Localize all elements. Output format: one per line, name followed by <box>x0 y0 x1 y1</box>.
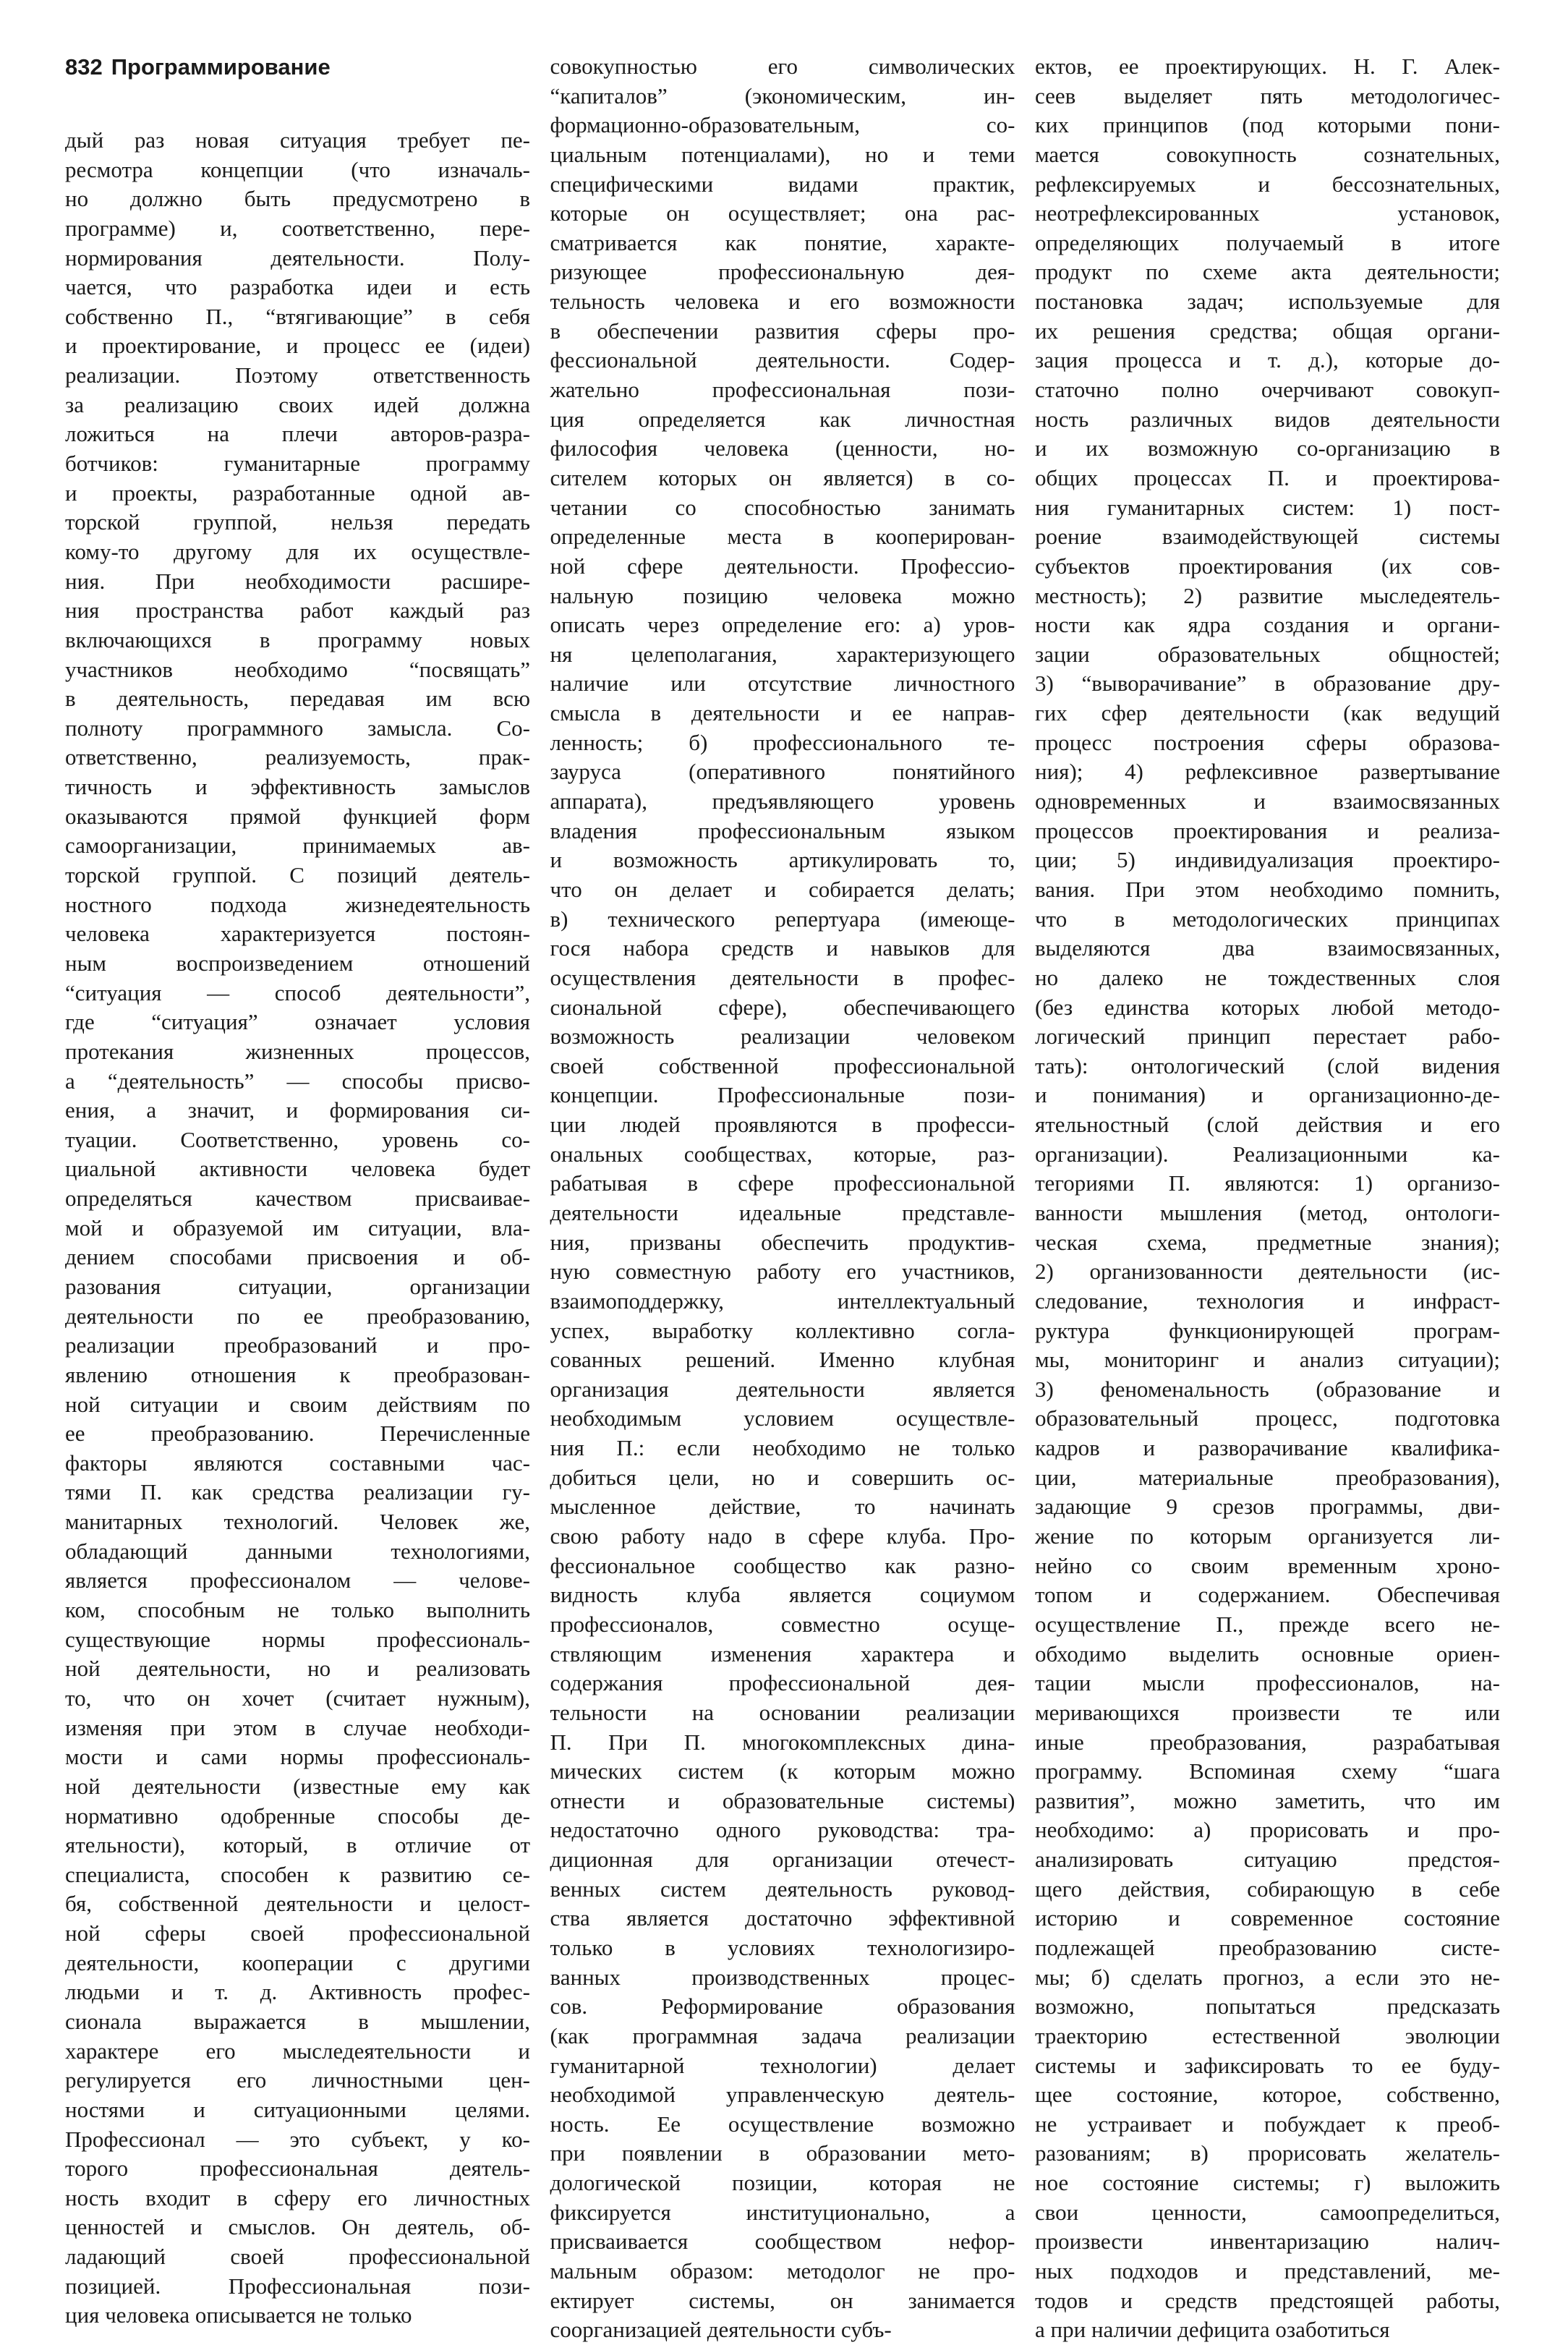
text-line: кому-то другому для их осуществле- <box>65 538 530 564</box>
text-line: (как программная задача реализации <box>550 2022 1015 2048</box>
text-line: жение по которым организуется ли- <box>1035 1523 1500 1549</box>
text-line: отнести и образовательные системы) <box>550 1787 1015 1813</box>
text-line: ция определяется как личностная <box>550 406 1015 432</box>
text-line: кадров и разворачивание квалифика- <box>1035 1435 1500 1461</box>
text-line: наличие или отсутствие личностного <box>550 671 1015 697</box>
text-line: программу. Вспоминая схему “шага <box>1035 1758 1500 1784</box>
text-line: осуществление П., прежде всего не- <box>1035 1611 1500 1637</box>
text-line: и проекты, разработанные одной ав- <box>65 480 530 506</box>
text-line: нейно со своим временным хроно- <box>1035 1552 1500 1578</box>
text-line: гуманитарной технологии) делает <box>550 2052 1015 2078</box>
text-line: необходимо: а) прорисовать и про- <box>1035 1817 1500 1843</box>
text-line: ным воспроизведением отношений <box>65 950 530 976</box>
text-line: ную совместную работу его участников, <box>550 1259 1015 1285</box>
text-line: в) технического репертуара (имеюще- <box>550 906 1015 932</box>
text-line: тельность человека и его возможности <box>550 289 1015 315</box>
text-line: мой и образуемой им ситуации, вла- <box>65 1214 530 1240</box>
text-line: чается, что разработка идеи и есть <box>65 274 530 300</box>
text-line: ческая схема, предметные знания); <box>1035 1229 1500 1255</box>
text-line: жательно профессиональная пози- <box>550 377 1015 403</box>
text-line: сматривается как понятие, характе- <box>550 229 1015 255</box>
text-line: ресмотра концепции (что изначаль- <box>65 156 530 182</box>
text-line: ния П.: если необходимо не только <box>550 1435 1015 1461</box>
text-line: процесс построения сферы образова- <box>1035 729 1500 755</box>
text-line: определенные места в кооперирован- <box>550 524 1015 550</box>
text-line: описать через определение его: а) уров- <box>550 612 1015 638</box>
text-line: фессиональное сообщество как разно- <box>550 1552 1015 1578</box>
text-line: специалиста, способен к развитию се- <box>65 1861 530 1887</box>
text-line: произвести инвентаризацию налич- <box>1035 2229 1500 2255</box>
text-line: ной деятельности, но и реализовать <box>65 1656 530 1682</box>
text-line: мысленное действие, то начинать <box>550 1494 1015 1520</box>
text-line: характере его мыследеятельности и <box>65 2038 530 2064</box>
text-line: ванных производственных процес- <box>550 1964 1015 1990</box>
text-line: зауруса (оперативного понятийного <box>550 759 1015 785</box>
text-line: ной ситуации и своим действиям по <box>65 1391 530 1417</box>
text-line: образовательный процесс, подготовка <box>1035 1405 1500 1431</box>
text-line: иные преобразования, разрабатывая <box>1035 1729 1500 1755</box>
text-line: а при наличии дефицита озаботиться <box>1035 2317 1390 2343</box>
text-line: добиться цели, но и совершить ос- <box>550 1464 1015 1490</box>
text-line: мы; б) сделать прогноз, а если это не- <box>1035 1964 1500 1990</box>
text-line: явлению отношения к преобразован- <box>65 1361 530 1387</box>
text-line: “капиталов” (экономическим, ин- <box>550 82 1015 108</box>
text-line: ладающий своей профессиональной <box>65 2244 530 2270</box>
text-line: фессиональной деятельности. Содер- <box>550 347 1015 373</box>
text-line: 3) “выворачивание” в образование дру- <box>1035 671 1500 697</box>
text-line: ность. Ее осуществление возможно <box>550 2111 1015 2137</box>
text-line: траекторию естественной эволюции <box>1035 2022 1500 2048</box>
text-line: дением способами присвоения и об- <box>65 1244 530 1270</box>
text-line: ной сфере деятельности. Профессио- <box>550 553 1015 579</box>
text-line: ванности мышления (метод, онтологи- <box>1035 1199 1500 1225</box>
text-line: ния пространства работ каждый раз <box>65 597 530 624</box>
text-line: определяющих получаемый в итоге <box>1035 229 1500 255</box>
text-line: нормирования деятельности. Полу- <box>65 244 530 271</box>
text-line: формационно-образовательным, со- <box>550 112 1015 138</box>
text-line: процессов проектирования и реализа- <box>1035 817 1500 843</box>
text-line: тать): онтологический (слой видения <box>1035 1052 1500 1078</box>
text-line: ции людей проявляются в професси- <box>550 1112 1015 1138</box>
text-line: вания. При этом необходимо помнить, <box>1035 876 1500 902</box>
text-line: тации мысли профессионалов, на- <box>1035 1670 1500 1696</box>
text-line: присваивается сообществом нефор- <box>550 2229 1015 2255</box>
text-line: свою работу надо в сфере клуба. Про- <box>550 1523 1015 1549</box>
text-line: ения, а значит, и формирования си- <box>65 1097 530 1123</box>
text-line: тегориями П. являются: 1) организо- <box>1035 1170 1500 1196</box>
text-line: мальным образом: методолог не про- <box>550 2258 1015 2284</box>
text-line: фиксируется институционально, а <box>550 2199 1015 2225</box>
text-line: общих процессах П. и проектирова- <box>1035 464 1500 490</box>
text-line: мы, мониторинг и анализ ситуации); <box>1035 1347 1500 1373</box>
text-line: необходимой управленческую деятель- <box>550 2082 1015 2108</box>
section-title: Программирование <box>111 54 331 80</box>
text-line: своей собственной профессиональной <box>550 1052 1015 1078</box>
text-line: ния); 4) рефлексивное развертывание <box>1035 759 1500 785</box>
text-line: участников необходимо “посвящать” <box>65 656 530 682</box>
text-line: включающихся в программу новых <box>65 626 530 652</box>
text-line: четании со способностью занимать <box>550 494 1015 520</box>
text-line: туации. Соответственно, уровень со- <box>65 1126 530 1152</box>
text-line: тями П. как средства реализации гу- <box>65 1479 530 1505</box>
text-line: ния гуманитарных систем: 1) пост- <box>1035 494 1500 520</box>
text-line: разования ситуации, организации <box>65 1273 530 1299</box>
text-line: программе) и, соответственно, пере- <box>65 215 530 241</box>
text-line: видность клуба является социумом <box>550 1582 1015 1608</box>
text-line: ботчиков: гуманитарные программу <box>65 451 530 477</box>
text-line: ность различных видов деятельности <box>1035 406 1500 432</box>
text-line: ком, способным не только выполнить <box>65 1597 530 1623</box>
text-line: ностями и ситуационными целями. <box>65 2096 530 2122</box>
text-columns <box>65 52 1500 2343</box>
text-line: ностного подхода жизнедеятельность <box>65 891 530 917</box>
text-line: в обеспечении развития сферы про- <box>550 318 1015 344</box>
text-line: свои ценности, самоопределиться, <box>1035 2199 1500 2225</box>
text-line: профессионалов, совместно осуще- <box>550 1611 1015 1637</box>
text-line: ность входит в сферу его личностных <box>65 2184 530 2210</box>
text-line: ценностей и смыслов. Он деятель, об- <box>65 2214 530 2240</box>
text-line: осуществления деятельности в профес- <box>550 964 1015 990</box>
text-line: постановка задач; используемые для <box>1035 289 1500 315</box>
text-line: развития”, можно заметить, что им <box>1035 1787 1500 1813</box>
text-line: ее преобразованию. Перечисленные <box>65 1421 530 1447</box>
text-line: философия человека (ценности, но- <box>550 435 1015 461</box>
text-line: смысла в деятельности и ее направ- <box>550 700 1015 726</box>
text-line: гих сфер деятельности (как ведущий <box>1035 700 1500 726</box>
text-line: ция человека описывается не только <box>65 2302 412 2328</box>
text-line: определяться качеством присваивае- <box>65 1186 530 1212</box>
text-line: организация деятельности является <box>550 1376 1015 1402</box>
text-line: успех, выработку коллективно согла- <box>550 1317 1015 1343</box>
text-line: ное состояние системы; г) выложить <box>1035 2170 1500 2196</box>
column-right <box>1035 52 1500 2343</box>
text-line: сиональной сфере), обеспечивающего <box>550 994 1015 1020</box>
text-line: реализации. Поэтому ответственность <box>65 362 530 388</box>
text-line: реализации преобразований и про- <box>65 1332 530 1358</box>
text-line: содержания профессиональной дея- <box>550 1670 1015 1696</box>
text-line: специфическими видами практик, <box>550 171 1015 197</box>
text-line: деятельности по ее преобразованию, <box>65 1303 530 1329</box>
text-line: организации). Реализационными ка- <box>1035 1141 1500 1167</box>
text-line: статочно полно очерчивают совокуп- <box>1035 377 1500 403</box>
text-line: “ситуация — способ деятельности”, <box>65 979 530 1005</box>
text-line: сеев выделяет пять методологичес- <box>1035 82 1500 108</box>
text-line: ональных сообществах, которые, раз- <box>550 1141 1015 1167</box>
text-line: людьми и т. д. Активность профес- <box>65 1979 530 2005</box>
text-line: где “ситуация” означает условия <box>65 1009 530 1035</box>
text-line: неотрефлексированных установок, <box>1035 200 1500 226</box>
text-line: человека характеризуется постоян- <box>65 921 530 947</box>
text-line: ятельностный (слой действия и его <box>1035 1112 1500 1138</box>
text-line: взаимоподдержку, интеллектуальный <box>550 1288 1015 1314</box>
text-line: системы и зафиксировать то ее буду- <box>1035 2052 1500 2078</box>
text-line: топом и содержанием. Обеспечивая <box>1035 1582 1500 1608</box>
text-line: их решения средства; общая органи- <box>1035 318 1500 344</box>
text-line: тичность и эффективность замыслов <box>65 774 530 800</box>
text-line: сов. Реформирование образования <box>550 1993 1015 2020</box>
text-line: дый раз новая ситуация требует пе- <box>65 127 530 153</box>
text-line: анализировать ситуацию предстоя- <box>1035 1847 1500 1873</box>
text-line: а “деятельность” — способы присво- <box>65 1068 530 1094</box>
text-line: не устраивает и побуждает к преоб- <box>1035 2111 1500 2137</box>
text-line: ности как ядра создания и органи- <box>1035 612 1500 638</box>
text-line: концепции. Профессиональные пози- <box>550 1082 1015 1108</box>
text-line: зации образовательных общностей; <box>1035 641 1500 667</box>
text-line: обходимо выделить основные ориен- <box>1035 1640 1500 1667</box>
text-line: бя, собственной деятельности и целост- <box>65 1891 530 1917</box>
text-line: собственно П., “втягивающие” в себя <box>65 303 530 329</box>
text-line: владения профессиональным языком <box>550 817 1015 843</box>
text-line: недостаточно одного руководства: тра- <box>550 1817 1015 1843</box>
text-line: следование, технология и инфраст- <box>1035 1288 1500 1314</box>
text-line: и проектирование, и процесс ее (идеи) <box>65 333 530 359</box>
text-line: самоорганизации, принимаемых ав- <box>65 833 530 859</box>
text-line: сованных решений. Именно клубная <box>550 1347 1015 1373</box>
text-line: при появлении в образовании мето- <box>550 2140 1015 2166</box>
text-line: мается совокупность сознательных, <box>1035 141 1500 167</box>
text-line: местность); 2) развитие мыследеятель- <box>1035 582 1500 608</box>
text-line: сителем которых он является) в со- <box>550 464 1015 490</box>
text-line: гося набора средств и навыков для <box>550 935 1015 961</box>
text-line: ризующее профессиональную дея- <box>550 259 1015 285</box>
column-middle <box>550 52 1015 2343</box>
text-line: разованиям; в) прорисовать желатель- <box>1035 2140 1500 2166</box>
text-line: 3) феноменальность (образование и <box>1035 1376 1500 1402</box>
text-line: является профессионалом — челове- <box>65 1567 530 1593</box>
text-line: которые он осуществляет; она рас- <box>550 200 1015 226</box>
text-line: деятельности идеальные представле- <box>550 1199 1015 1225</box>
text-line: циальной активности человека будет <box>65 1156 530 1182</box>
text-line: необходимым условием осуществле- <box>550 1405 1015 1431</box>
text-line: и возможность артикулировать то, <box>550 847 1015 873</box>
text-line: (без единства которых любой методо- <box>1035 994 1500 1020</box>
text-line: щего действия, собирающую в себе <box>1035 1876 1500 1902</box>
text-line: меривающихся произвести те или <box>1035 1699 1500 1725</box>
text-line: то, что он хочет (считает нужным), <box>65 1685 530 1711</box>
text-line: роение взаимодействующей системы <box>1035 524 1500 550</box>
text-line: рабатывая в сфере профессиональной <box>550 1170 1015 1196</box>
text-line: полноту программного замысла. Со- <box>65 715 530 741</box>
text-line: ектов, ее проектирующих. Н. Г. Алек- <box>1035 54 1500 79</box>
text-line: что он делает и собирается делать; <box>550 876 1015 902</box>
text-line: тельности на основании реализации <box>550 1699 1015 1725</box>
text-line: 2) организованности деятельности (ис- <box>1035 1259 1500 1285</box>
text-line: ной сферы своей профессиональной <box>65 1920 530 1946</box>
text-line: ния, призваны обеспечить продуктив- <box>550 1229 1015 1255</box>
text-line: ких принципов (под которыми пони- <box>1035 112 1500 138</box>
text-line: нормативно одобренные способы де- <box>65 1803 530 1829</box>
text-line: протекания жизненных процессов, <box>65 1038 530 1064</box>
text-line: манитарных технологий. Человек же, <box>65 1509 530 1535</box>
text-line: руктура функционирующей програм- <box>1035 1317 1500 1343</box>
page-number: 832 <box>65 54 103 80</box>
text-line: ствляющим изменения характера и <box>550 1640 1015 1667</box>
text-line: обладающий данными технологиями, <box>65 1538 530 1564</box>
column-left <box>65 52 530 2328</box>
text-line: П. При П. многокомплексных дина- <box>550 1729 1015 1755</box>
text-line: щее состояние, которое, собственно, <box>1035 2082 1500 2108</box>
text-line: в деятельность, передавая им всю <box>65 686 530 712</box>
text-line: задающие 9 срезов программы, дви- <box>1035 1494 1500 1520</box>
text-line: торской группой, нельзя передать <box>65 509 530 535</box>
text-line: ленность; б) профессионального те- <box>550 729 1015 755</box>
text-line: ных подходов и представлений, ме- <box>1035 2258 1500 2284</box>
text-line: ции; 5) индивидуализация проектиро- <box>1035 847 1500 873</box>
text-line: регулируется его личностными цен- <box>65 2067 530 2093</box>
text-line: только в условиях технологизиро- <box>550 1935 1015 1960</box>
text-line: одновременных и взаимосвязанных <box>1035 788 1500 814</box>
text-line: существующие нормы профессиональ- <box>65 1626 530 1652</box>
text-line: нальную позицию человека можно <box>550 582 1015 608</box>
text-line: мических систем (к которым можно <box>550 1758 1015 1784</box>
text-line: торого профессиональная деятель- <box>65 2155 530 2182</box>
text-line: ятельности), который, в отличие от <box>65 1832 530 1858</box>
text-line: и понимания) и организационно-де- <box>1035 1082 1500 1108</box>
text-line: венных систем деятельность руковод- <box>550 1876 1015 1902</box>
text-line: выделяются два взаимосвязанных, <box>1035 935 1500 961</box>
text-line: ектирует системы, он занимается <box>550 2287 1015 2313</box>
text-line: изменяя при этом в случае необходи- <box>65 1714 530 1740</box>
text-line: но далеко не тождественных слоя <box>1035 964 1500 990</box>
text-line: ния. При необходимости расшире- <box>65 568 530 594</box>
text-line: ства является достаточно эффективной <box>550 1905 1015 1931</box>
text-line: субъектов проектирования (их сов- <box>1035 553 1500 579</box>
text-line: ответственно, реализуемость, прак- <box>65 744 530 770</box>
text-line: логический принцип перестает рабо- <box>1035 1023 1500 1050</box>
text-line: ной деятельности (известные ему как <box>65 1773 530 1799</box>
text-line: возможность реализации человеком <box>550 1023 1015 1050</box>
text-line: деятельности, кооперации с другими <box>65 1949 530 1975</box>
text-line: но должно быть предусмотрено в <box>65 186 530 212</box>
text-line: подлежащей преобразованию систе- <box>1035 1935 1500 1960</box>
text-line: ции, материальные преобразования), <box>1035 1464 1500 1490</box>
text-line: продукт по схеме акта деятельности; <box>1035 259 1500 285</box>
text-line: мости и сами нормы профессиональ- <box>65 1744 530 1770</box>
text-line: зация процесса и т. д.), которые до- <box>1035 347 1500 373</box>
text-line: дологической позиции, которая не <box>550 2170 1015 2196</box>
text-line: что в методологических принципах <box>1035 906 1500 932</box>
text-line: соорганизацией деятельности субъ- <box>550 2317 892 2343</box>
text-line: возможно, попытаться предсказать <box>1035 1993 1500 2020</box>
text-line: и их возможную со-организацию в <box>1035 435 1500 461</box>
text-line: позицией. Профессиональная пози- <box>65 2273 530 2299</box>
text-line: историю и современное состояние <box>1035 1905 1500 1931</box>
text-line: за реализацию своих идей должна <box>65 391 530 417</box>
text-line: рефлексируемых и бессознательных, <box>1035 171 1500 197</box>
running-head <box>65 52 530 82</box>
text-line: диционная для организации отечест- <box>550 1847 1015 1873</box>
text-line: сионала выражается в мышлении, <box>65 2009 530 2034</box>
text-line: совокупностью его символических <box>550 54 1015 79</box>
text-line: аппарата), предъявляющего уровень <box>550 788 1015 814</box>
text-line: тодов и средств предстоящей работы, <box>1035 2287 1500 2313</box>
text-line: ложиться на плечи авторов-разра- <box>65 421 530 447</box>
text-line: факторы являются составными час- <box>65 1450 530 1476</box>
text-line: оказываются прямой функцией форм <box>65 803 530 829</box>
text-line: торской группой. С позиций деятель- <box>65 862 530 888</box>
text-line: Профессионал — это субъект, у ко- <box>65 2126 530 2152</box>
text-line: циальным потенциалами), но и теми <box>550 141 1015 167</box>
text-line: ня целеполагания, характеризующего <box>550 641 1015 667</box>
